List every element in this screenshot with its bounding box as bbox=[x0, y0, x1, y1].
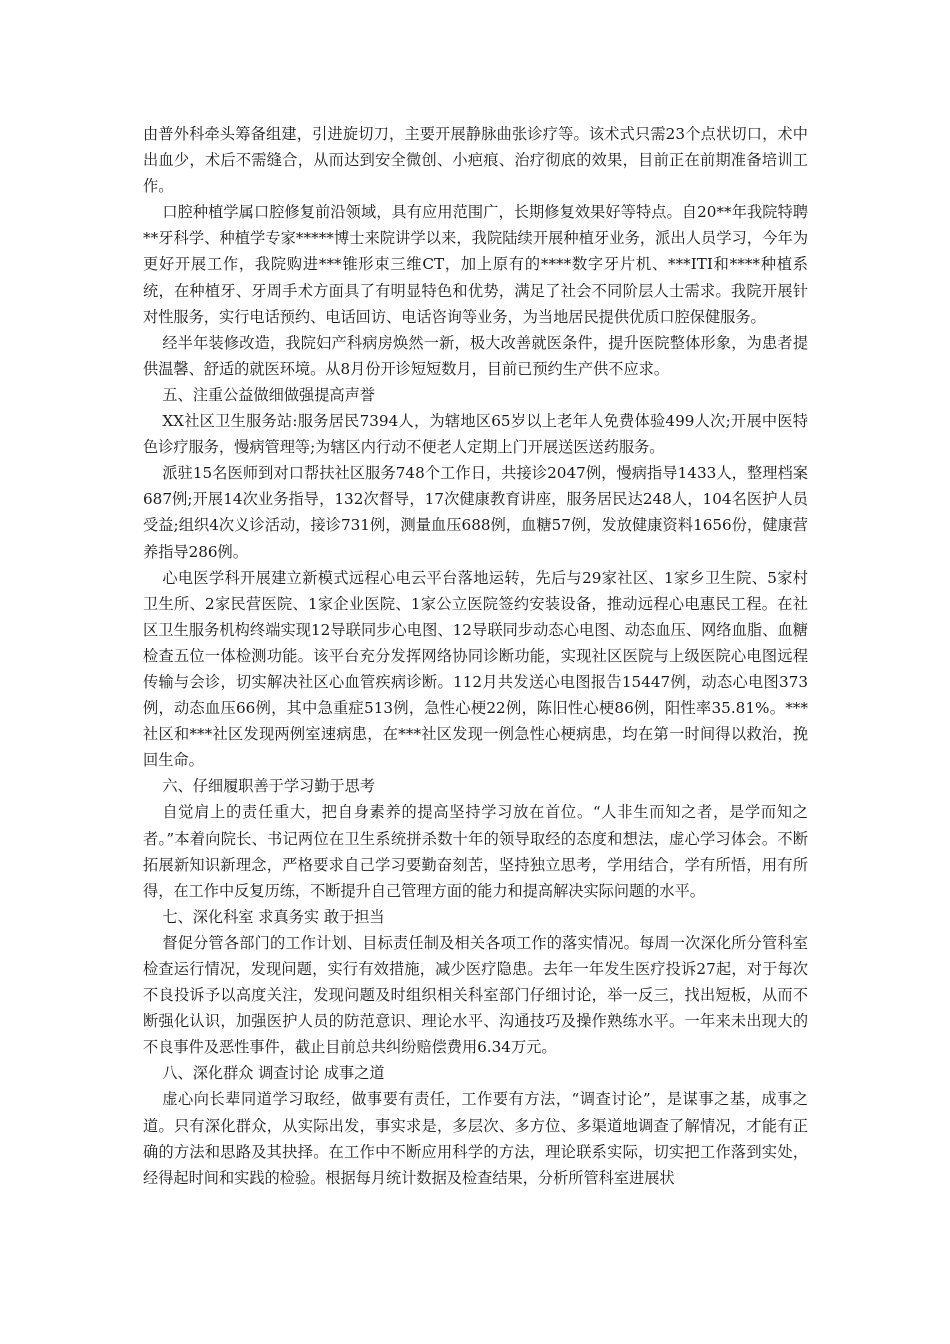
paragraph-department-supervision: 督促分管各部门的工作计划、目标责任制及相关各项工作的落实情况。每周一次深化所分管科室检查运行情况，发现问题，实行有效措施，减少医疗隐患。去年一年发生医疗投诉27起，对于每次不良投诉予以高度关注，发现问题及时组织相关科室部门仔细讨论，举一反三，找出短板，从而不断强化认识，加强医护人员的防范意识、理论水平、沟通技巧及操作熟练水平。一年来未出现大的不良事件及恶性事件，截止目前总共纠纷赔偿费用6.34万元。 bbox=[143, 933, 808, 1057]
paragraph-dental-implant: 口腔种植学属口腔修复前沿领域，具有应用范围广，长期修复效果好等特点。自20**年我院特聘**牙科学、种植学专家*****博士来院讲学以来，我院陆续开展种植牙业务，派出人员学习，今年为更好开展工作，我院购进***锥形束三维CT，加上原有的****数字牙片机、***ITI和****种植系统，在种植牙、牙周手术方面具了有明显特色和优势，满足了社会不同阶层人士需求。我院开展针对性服务，实行电话预约、电话回访、电话咨询等业务，为当地居民提供优质口腔保健服务。 bbox=[143, 203, 808, 326]
paragraph-obstetrics-ward: 经半年装修改造，我院妇产科病房焕然一新，极大改善就医条件，提升医院整体形象，为患者提供温馨、舒适的就医环境。从8月份开诊短短数月，目前已预约生产供不应求。 bbox=[143, 333, 808, 378]
paragraph-physician-dispatch: 派驻15名医师到对口帮扶社区服务748个工作日，共接诊2047例，慢病指导1433人，整理档案687例;开展14次业务指导，132次督导，17次健康教育讲座，服务居民达248人，104名医护人员受益;组织4次义诊活动，接诊731例，测量血压688例，血糖57例，发放健康资料1656份，健康营养指导286例。 bbox=[143, 464, 808, 561]
section-heading-8: 八、深化群众 调查讨论 成事之道 bbox=[162, 1064, 385, 1083]
section-heading-5: 五、注重公益做细做强提高声誉 bbox=[162, 385, 375, 404]
paragraph-investigation: 虚心向长辈同道学习取经，做事要有责任，工作要有方法，“调查讨论”，是谋事之基，成事之道。只有深化群众，从实际出发，事实求是，多层次、多方位、多渠道地调查了解情况，才能有正确的方法和思路及其抉择。在工作中不断应用科学的方法，理论联系实际，切实把工作落到实处，经得起时间和实践的检验。根据每月统计数据及检查结果，分析所管科室进展状 bbox=[143, 1090, 808, 1187]
paragraph-community-station: XX社区卫生服务站:服务居民7394人，为辖地区65岁以上老年人免费体验499人次;开展中医特色诊疗服务，慢病管理等;为辖区内行动不便老人定期上门开展送医送药服务。 bbox=[143, 412, 808, 457]
document-body bbox=[143, 121, 808, 1191]
paragraph-learning: 自觉肩上的责任重大，把自身素养的提高坚持学习放在首位。“人非生而知之者，是学而知之者。”本着向院长、书记两位在卫生系统拼杀数十年的领导取经的态度和想法，虚心学习体会。不断拓展新知识新理念，严格要求自己学习要勤奋刻苦，坚持独立思考，学用结合，学有所悟，用有所得，在工作中反复历练，不断提升自己管理方面的能力和提高解决实际问题的水平。 bbox=[143, 803, 808, 900]
section-heading-6: 六、仔细履职善于学习勤于思考 bbox=[162, 777, 375, 796]
paragraph-varicose-surgery: 由普外科牵头筹备组建，引进旋切刀，主要开展静脉曲张诊疗等。该术式只需23个点状切口，术中出血少，术后不需缝合，从而达到安全微创、小疤痕、治疗彻底的效果，目前正在前期准备培训工作。 bbox=[143, 125, 808, 196]
section-heading-7: 七、深化科室 求真务实 敢于担当 bbox=[162, 907, 385, 926]
paragraph-remote-ecg: 心电医学科开展建立新模式远程心电云平台落地运转，先后与29家社区、1家乡卫生院、5家村卫生所、2家民营医院、1家企业医院、1家公立医院签约安装设备，推动远程心电惠民工程。在社区卫生服务机构终端实现12导联同步心电图、12导联同步动态心电图、动态血压、网络血脂、血糖检查五位一体检测功能。该平台充分发挥网络协同诊断功能，实现社区医院与上级医院心电图远程传输与会诊，切实解决社区心血管疾病诊断。112月共发送心电图报告15447例，动态心电图373例，动态血压66例，其中急重症513例，急性心梗22例，陈旧性心梗86例，阳性率35.81%。***社区和***社区发现两例室速病患，在***社区发现一例急性心梗病患，均在第一时间得以救治，挽回生命。 bbox=[143, 568, 808, 770]
